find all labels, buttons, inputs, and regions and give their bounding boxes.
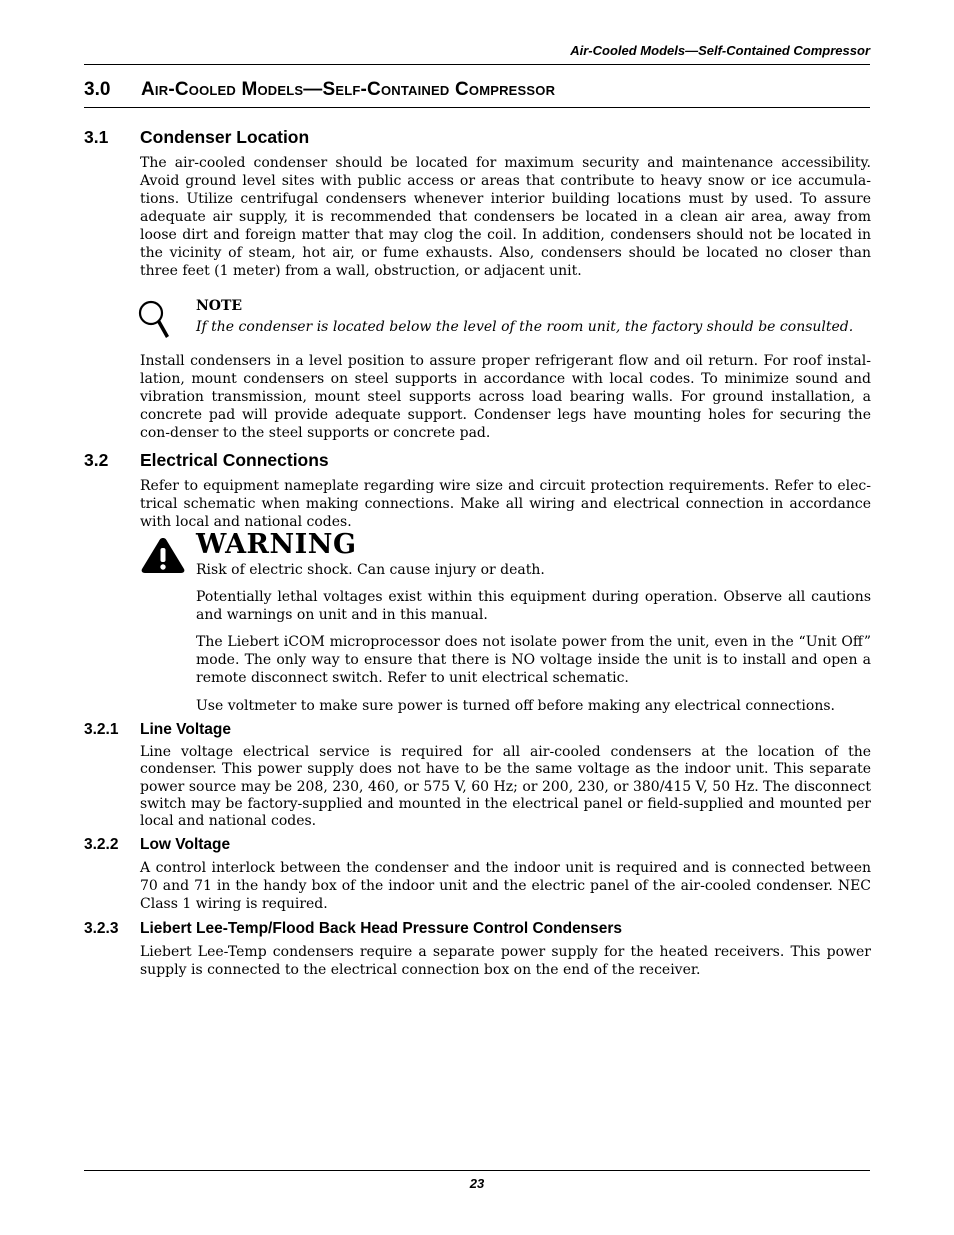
header-rule <box>84 64 870 65</box>
section-heading-3-2-2 <box>84 836 230 854</box>
section-title: Liebert Lee-Temp/Flood Back Head Pressure Control Condensers <box>140 920 623 937</box>
section-number: 3.2.2 <box>84 836 119 853</box>
note-text: If the condenser is located below the level of the room unit, the factory should be consulted. <box>196 319 854 335</box>
chapter-title: Air-Cooled Models—Self-Contained Compressor <box>141 79 556 100</box>
paragraph-lee-temp: Liebert Lee-Temp condensers require a separate power supply for the heated receivers. This power supply is connected to the electrical connection box on the end of the receiver. <box>140 944 871 978</box>
warning-text-lethal-voltages: Potentially lethal voltages exist within this equipment during operation. Observe all cautions and warnings on unit and in this manual. <box>196 589 871 623</box>
paragraph-install-condensers: Install condensers in a level position to assure proper refrigerant flow and oil return. For roof instal-lation, mount condensers on steel supports in accordance with local codes. To minimize sound and vibration transmission, mount steel supports across load bearing walls. For ground installation, a concrete pad will provide adequate support. Condenser legs have mounting holes for securing the con-denser to the steel supports or concrete pad. <box>140 353 871 441</box>
section-number: 3.1 <box>84 127 109 147</box>
section-heading-3-2-3 <box>84 920 622 938</box>
note-title: NOTE <box>196 298 243 314</box>
paragraph-low-voltage: A control interlock between the condenser and the indoor unit is required and is connected between 70 and 71 in the handy box of the indoor unit and the electric panel of the air-cooled condenser. NEC Class 1 wiring is required. <box>140 860 871 912</box>
paragraph-condenser-location: The air-cooled condenser should be located for maximum security and maintenance accessibility. Avoid ground level sites with public access or areas that contribute to heavy snow or ice accumula-tions. Utilize centrifugal condensers whenever interior building locations must by used. To assure adequate air supply, it is recommended that condensers be located in a clean air area, away from loose dirt and foreign matter that may clog the coil. In addition, condensers should not be located in the vicinity of steam, hot air, or fume exhausts. Also, condensers should be located no closer than three feet (1 meter) from a wall, obstruction, or adjacent unit. <box>140 155 871 279</box>
section-number: 3.2.3 <box>84 920 119 937</box>
section-number: 3.2.1 <box>84 721 119 738</box>
section-number: 3.2 <box>84 450 109 470</box>
warning-triangle-icon <box>140 536 186 574</box>
chapter-number: 3.0 <box>84 79 111 100</box>
section-title: Line Voltage <box>140 721 232 738</box>
section-title: Condenser Location <box>140 127 310 147</box>
paragraph-electrical-connections: Refer to equipment nameplate regarding wire size and circuit protection requirements. Refer to elec-trical schematic when making connections. Make all wiring and electrical connection in accordance with local and national codes. <box>140 478 871 530</box>
section-heading-3-1 <box>84 127 309 148</box>
section-heading-3-2 <box>84 450 329 471</box>
section-title: Low Voltage <box>140 836 231 853</box>
section-heading-3-2-1 <box>84 721 231 739</box>
chapter-heading <box>84 79 870 101</box>
chapter-rule <box>84 107 870 108</box>
running-header: Air-Cooled Models—Self-Contained Compressor <box>570 43 870 58</box>
section-title: Electrical Connections <box>140 450 329 470</box>
magnifier-icon <box>136 298 174 342</box>
page-number: 23 <box>469 1176 485 1191</box>
footer-rule <box>84 1170 870 1171</box>
paragraph-line-voltage: Line voltage electrical service is required for all air-cooled condensers at the location of the condenser. This power supply does not have to be the same voltage as the indoor unit. This separate power source may be 208, 230, 460, or 575 V, 60 Hz; or 200, 230, or 380/415 V, 50 Hz. The disconnect switch may be factory-supplied and mounted in the electrical panel or field-supplied and mounted per local and national codes. <box>140 744 871 830</box>
warning-title: WARNING <box>196 529 357 560</box>
warning-text-risk: Risk of electric shock. Can cause injury or death. <box>196 562 545 578</box>
warning-text-voltmeter: Use voltmeter to make sure power is turned off before making any electrical connections. <box>196 698 835 714</box>
warning-text-icom: The Liebert iCOM microprocessor does not isolate power from the unit, even in the “Unit Off” mode. The only way to ensure that there is NO voltage inside the unit is to install and open a remote disconnect switch. Refer to unit electrical schematic. <box>196 634 871 686</box>
